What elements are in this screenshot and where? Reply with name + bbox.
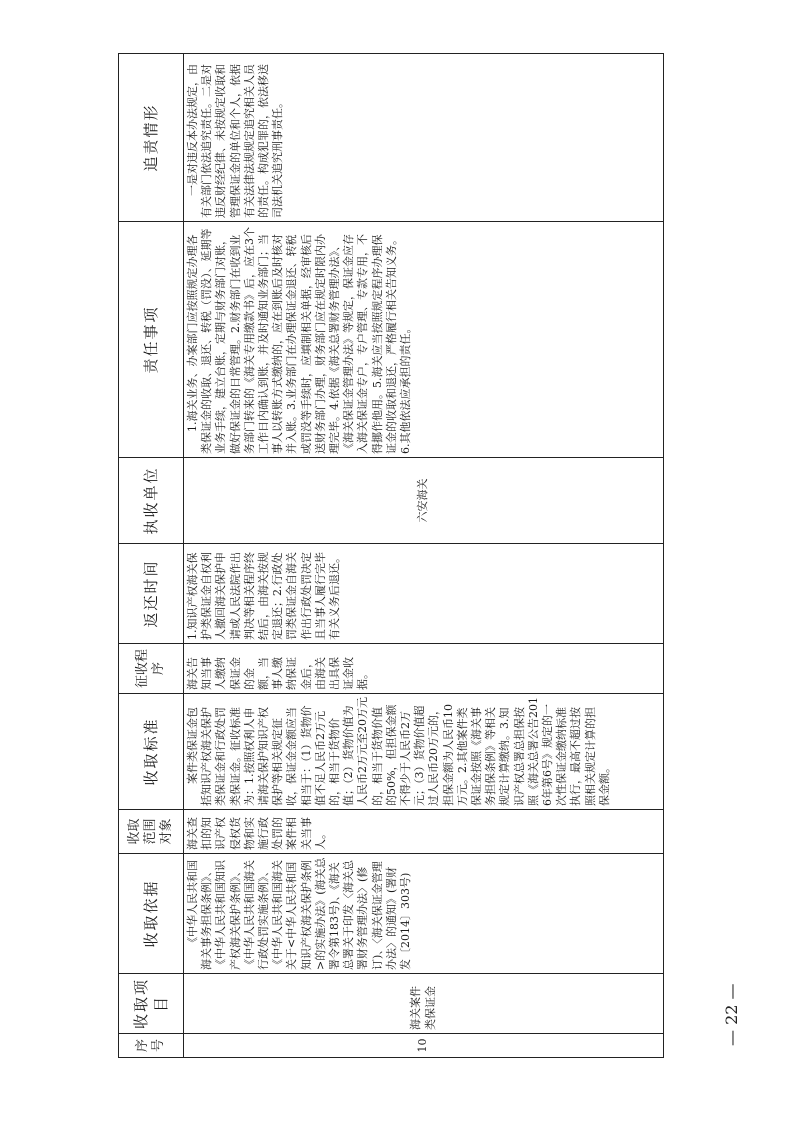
header-accountability: 追责情形 [119, 54, 184, 222]
standard-text: 案件类保证金包括知识产权海关保护类保证金和行政处罚类保证金。征收标准为：1.按照权利人申请海关保护知识产权保护等相关规定征收，保证金金额应当相当于：（1）货物价值不足人民币2万元的，相当于货物价值；（2）货物价值为人民币2万元至20万元的，相当于货物价值的50%，但担保金额不得少于人民币2万元；（3）货物价值超过人民币20万元的，担保金额为人民币10万元。2.其他案件类保证金按照《海关事务担保条例》等相关规定计算缴纳。3.知识产权总署总担保按照《海关总署公告2016年第6号》规定的一次性保证金缴纳标准执行，最高不超过按照相关规定计算的担保金额。 [186, 697, 611, 806]
header-standard: 收取标准 [119, 694, 184, 810]
cell-item: 海关案件类保证金 [184, 974, 664, 1034]
cell-accountability [184, 54, 664, 222]
header-unit: 执收单位 [119, 458, 184, 544]
cell-refund: 1.知识产权海关保护类保证金自权利人撤回海关保护申请或人民法院作出判决等相关程序终结后，由海关按规定退还；2.行政处罚类保证金自海关作出行政处罚决定且当事人履行完毕有关义务后退还。 [184, 544, 664, 644]
header-procedure: 征收程序 [119, 644, 184, 694]
page-number: — 22 — [722, 983, 741, 1046]
header-basis: 收取依据 [119, 854, 184, 974]
header-item: 收取项目 [119, 974, 184, 1034]
cell-basis [184, 854, 664, 974]
header-seq: 序号 [119, 1034, 184, 1058]
fee-table [118, 53, 664, 1058]
accountability-text: 一是对违反本办法规定，由有关部门依法追究责任。二是对违反财经纪律、未按规定收取和管理保证金的单位和个人，依据有关法律法规规定追究相关人员的责任。构成犯罪的，依法移送司法机关追究刑事责任。 [186, 64, 285, 218]
cell-scope: 海关查扣的知识产权侵权货物和实施行政处罚的案件相关当事人。 [184, 810, 664, 854]
cell-standard [184, 694, 664, 810]
header-refund: 返还时间 [119, 544, 184, 644]
header-duty: 责任事项 [119, 222, 184, 458]
cell-duty [184, 222, 664, 458]
cell-procedure: 海关告知当事人缴纳保证金的金额，当事人缴纳保证金后，由海关出具保证金收据。 [184, 644, 664, 694]
table-header-row [119, 54, 184, 1058]
basis-text: 《中华人民共和国海关事务担保条例》、《中华人民共和国知识产权海关保护条例》、《中华人民共和国海关行政处罚实施条例》、《中华人民共和国海关关于<中华人民共和国知识产权海关保护条例>的实施办法》(海关总署令第183号)、《海关总署关于印发〈海关总署财务管理办法〉(修订)、〈海关保证金管理办法〉的通知》(署财发〔2014〕303号) [186, 857, 413, 970]
cell-unit: 六安海关 [184, 458, 664, 544]
rotated-page-sheet [118, 54, 664, 1058]
table-row [184, 54, 664, 1058]
cell-seq: 10 [184, 1034, 664, 1058]
header-scope: 收取范围对象 [119, 810, 184, 854]
duty-text: 1.海关业务、办案部门应按照规定办理各类保证金的收取、退还、转税（罚没）、延期等业务手续，建立台账，定期与财务部门对账，做好保证金的日常管理。2.财务部门在收到业务部门转来的《海关专用缴款书》后，应在3个工作日内确认到账，并及时通知业务部门；当事人以转账方式缴纳的，应在到账后及时核对并入账。3.业务部门在办理保证金退还、转税或罚没等手续时，应填制相关单据，经审核后送财务部门办理，财务部门应在规定时限内办理完毕。4.依据《海关总署财务管理办法》、《海关保证金管理办法》等规定，保证金应存入海关保证金专户，专户管理、专款专用，不得挪作他用。5.海关应当按照规定程序办理保证金的收取和退还，严格履行相关告知义务。6.其他依法应承担的责任。 [186, 227, 413, 454]
